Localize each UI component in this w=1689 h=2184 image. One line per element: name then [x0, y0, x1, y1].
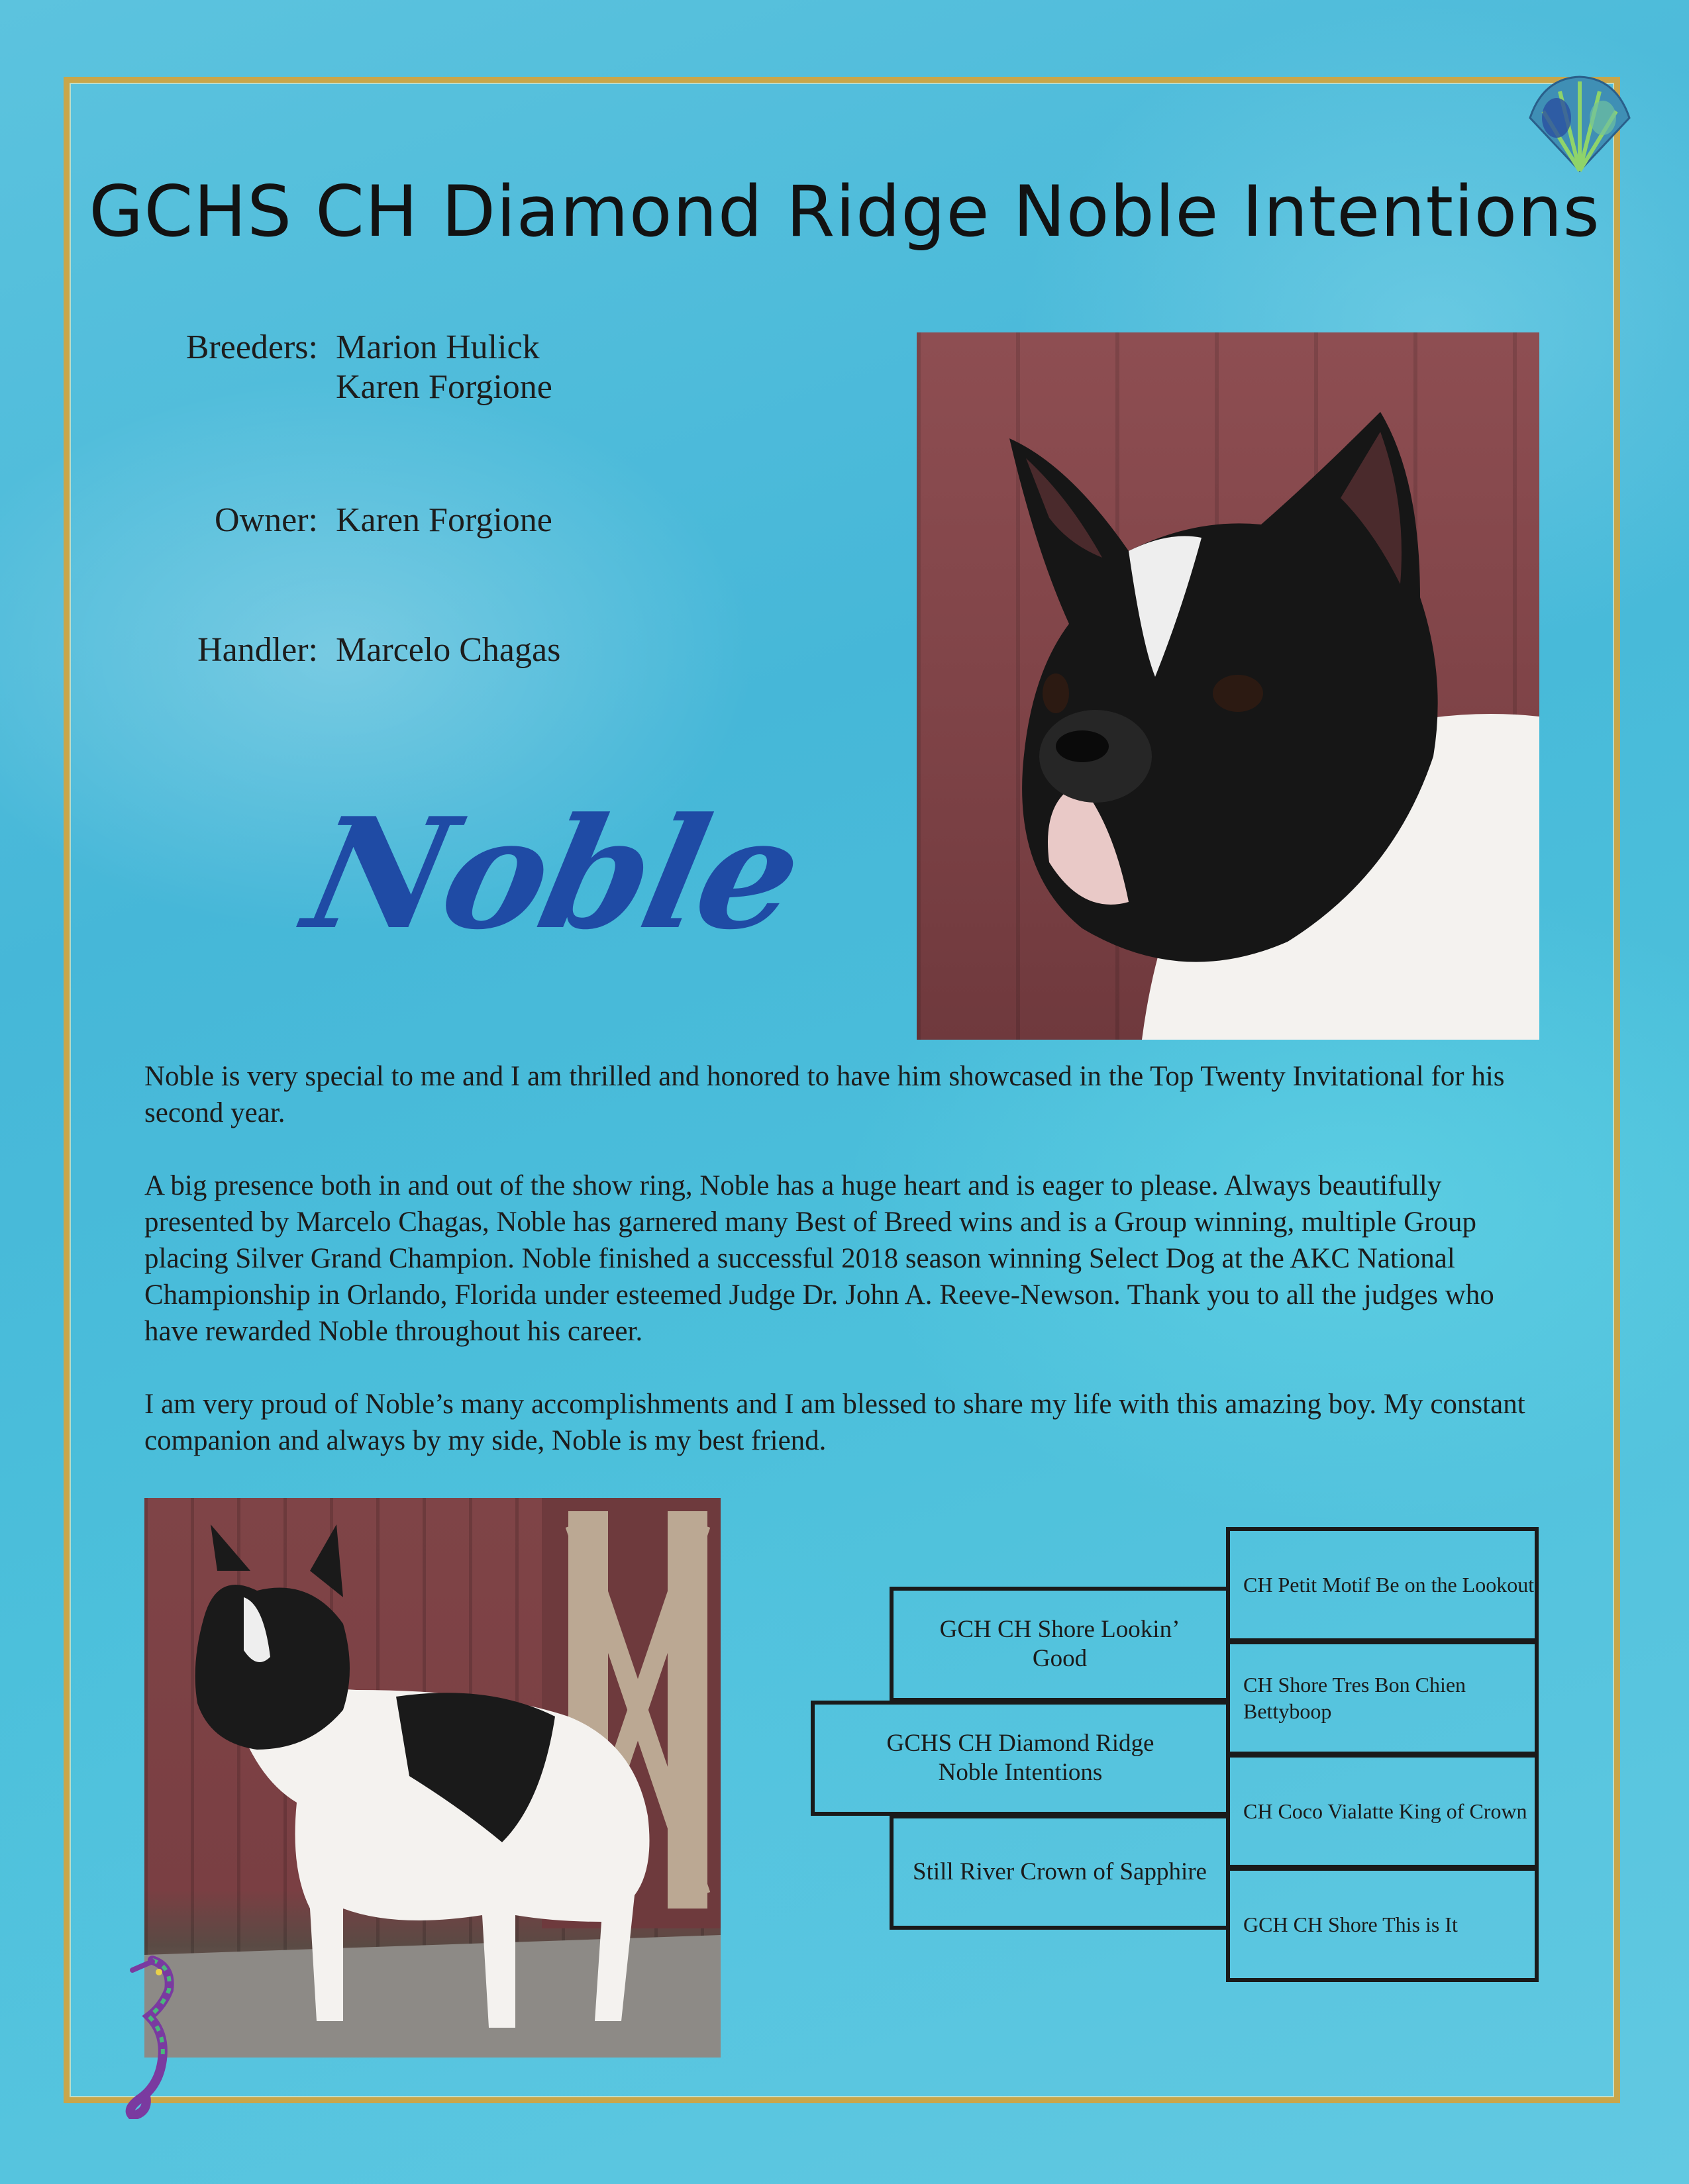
seahorse-icon: [113, 1954, 199, 2119]
paragraph-1: Noble is very special to me and I am thrilled and honored to have him showcased in the Top Twenty Invitational for his second year.: [144, 1061, 1505, 1128]
dog-stacked-photo: [144, 1498, 721, 2058]
pedigree-sire-dam-name: CH Shore Tres Bon Chien Bettyboop: [1243, 1673, 1466, 1723]
pedigree-dam-sire: [1226, 1754, 1539, 1869]
pedigree-sire-dam: [1226, 1640, 1539, 1756]
page-title: GCHS CH Diamond Ridge Noble Intentions: [89, 171, 1600, 252]
pedigree-dam-sire-name: CH Coco Vialatte King of Crown: [1243, 1799, 1527, 1823]
paragraph-2: A big presence both in and out of the show ring, Noble has a huge heart and is eager to please. Always beautifully presented by Marcelo Chagas, Noble has garnered many Best of Breed wins and is a Group winning, multiple Group placing Silver Grand Champion. Noble finished a successful 2018 season winning Select Dog at the AKC National Championship in Orlando, Florida under esteemed Judge Dr. John A. Reeve-Newson. Thank you to all the judges who have rewarded Noble throughout his career.: [144, 1170, 1494, 1347]
handler-label: Handler:: [197, 631, 318, 669]
pedigree-sire-name: GCH CH Shore Lookin’ Good: [939, 1616, 1180, 1672]
breeders-label: Breeders:: [185, 328, 318, 366]
call-name-script: Noble: [292, 785, 813, 964]
paragraph-3: I am very proud of Noble’s many accomplishments and I am blessed to share my life with this amazing boy. My constant companion and always by my side, Noble is my best friend.: [144, 1389, 1525, 1456]
pedigree-subject: [811, 1701, 1230, 1816]
pedigree-dam: [890, 1814, 1230, 1930]
dog-head-photo: [917, 332, 1539, 1040]
breeder-name-1: Marion Hulick: [336, 328, 540, 366]
pedigree-sire: [890, 1587, 1230, 1702]
pedigree-subject-name: GCHS CH Diamond Ridge Noble Intentions: [886, 1730, 1154, 1786]
french-bulldog-stacked-illustration: [144, 1498, 721, 2058]
owner-label: Owner:: [215, 501, 318, 539]
pedigree-dam-dam-name: GCH CH Shore This is It: [1243, 1912, 1458, 1936]
description: [144, 1058, 1542, 1495]
pedigree-sire-sire-name: CH Petit Motif Be on the Lookout: [1243, 1573, 1535, 1597]
handler-name: Marcelo Chagas: [336, 631, 561, 669]
french-bulldog-head-illustration: [917, 332, 1539, 1040]
pedigree-dam-name: Still River Crown of Sapphire: [913, 1858, 1207, 1885]
owner-name: Karen Forgione: [336, 501, 552, 539]
pedigree-dam-dam: [1226, 1867, 1539, 1982]
breeder-name-2: Karen Forgione: [336, 368, 552, 406]
pedigree-sire-sire: [1226, 1527, 1539, 1642]
